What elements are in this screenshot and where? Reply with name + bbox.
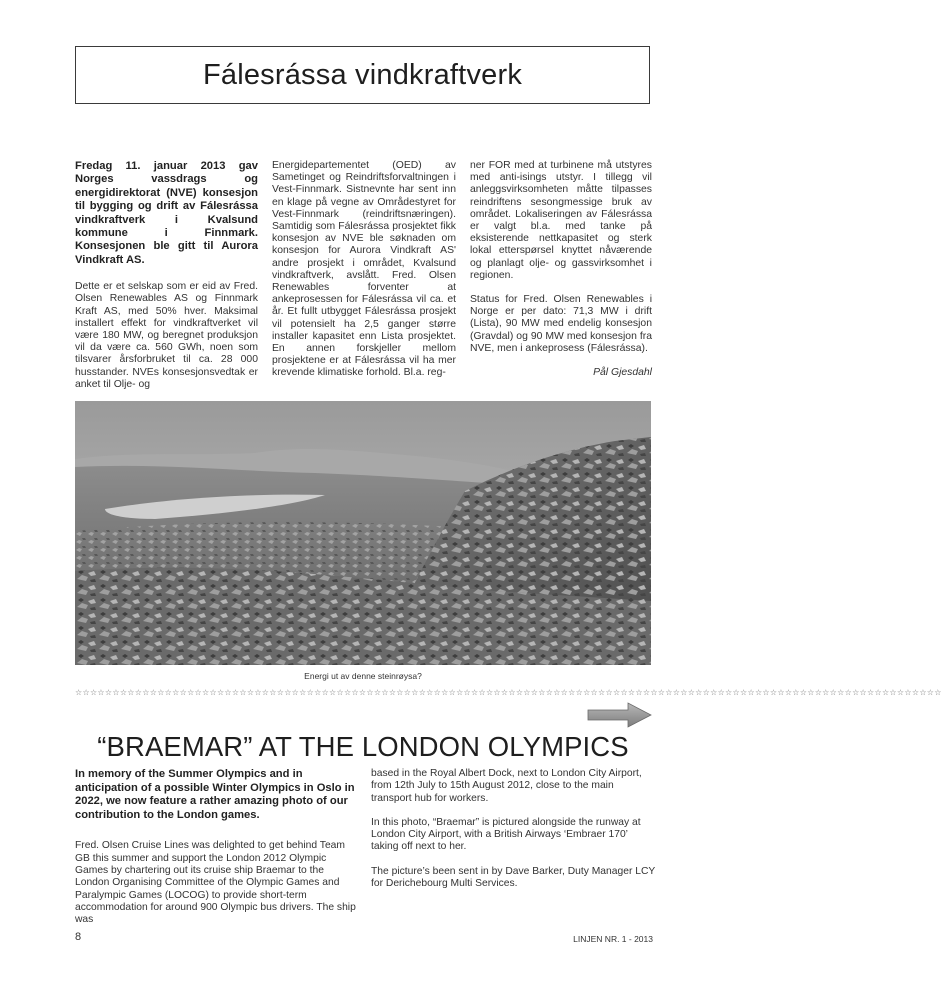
article1-paragraph: Dette er et selskap som er eid av Fred. Olsen Renewables AS og Finnmark Kraft AS, med 50% hver. Maksimal installert effekt for vindkraftverket vil være 180 MW, og beregnet produksjon vil da være ca. 560 GWh, noen som tilsvarer årsforbruket til ca. 28 000 husstander. NVEs konsesjonsvedtak er anket til Olje- og (75, 281, 258, 390)
article2-column-1 (75, 768, 360, 938)
article2-column-2 (371, 768, 656, 902)
photo-caption: Energi ut av denne steinrøysa? (304, 671, 422, 681)
article1-paragraph: Status for Fred. Olsen Renewables i Norge er per dato: 71,3 MW i drift (Lista), 90 MW med endelig konsesjon (Gravdal) og 90 MW med konsesjon fra NVE, men i ankeprosess (Fálesrássa). (470, 294, 652, 354)
author-byline: Pål Gjesdahl (593, 367, 652, 379)
article-title: Fálesrássa vindkraftverk (202, 58, 523, 91)
landscape-photo (75, 401, 651, 665)
article2-paragraph: Fred. Olsen Cruise Lines was delighted to get behind Team GB this summer and support the London 2012 Olympic Games by chartering out its cruise ship Braemar to the London Organising Committee of the Olympic Games and Paralympic Games (LOCOG) to provide short-term accommodation for around 900 Olympic bus drivers. The ship was (75, 840, 356, 926)
article2-paragraph: based in the Royal Albert Dock, next to London City Airport, from 12th July to 15th August 2012, close to the main transport hub for workers. (371, 768, 642, 804)
article2-paragraph: In this photo, “Braemar” is pictured alongside the runway at London City Airport, with a British Airways ‘Embraer 170’ taking off next to her. (371, 816, 641, 853)
article1-column-1 (75, 160, 258, 403)
page-number: 8 (75, 931, 82, 943)
article2-paragraph: The picture’s been sent in by Dave Barker, Duty Manager LCY for Derichebourg Multi Services. (371, 865, 656, 890)
article-title-box (75, 46, 650, 104)
article1-column-2 (272, 160, 456, 392)
article1-lead: Fredag 11. januar 2013 gav Norges vassdrags og energidirektorat (NVE) konsesjon til bygging og drift av Fálesrássa vindkraftverk i Kvalsund kommune i Finnmark. Konsesjonen ble gitt til Aurora Vindkraft AS. (75, 160, 258, 266)
article1-paragraph: ner FOR med at turbinene må utstyres med anti-isings utstyr. I tillegg vil anleggsvirksomheten måtte tilpasses reindriftens sesongmessige bruk av området. Lokaliseringen av Fálesrássa er valgt bl.a. med tanke på eksisterende nettkapasitet og sterk lokal etterspørsel knyttet nåværende og planlagt olje- og gassvirksomhet i regionen. (470, 160, 652, 281)
arrow-right-icon (588, 702, 652, 728)
issue-label: LINJEN NR. 1 - 2013 (573, 934, 653, 944)
article1-paragraph: Energidepartementet (OED) av Sametinget og Reindriftsforvaltningen i Vest-Finnmark. Sistnevnte har sent inn en klage på vegne av Områdestyret for Vest-Finnmark (reindriftsnæringen). Samtidig som Fálesrássa prosjektet fikk konsesjon av NVE ble søknaden om konsesjon for Aurora Vindkraft AS' andre prosjekt i området, Kvalsund vindkraftverk, avslått. Fred. Olsen Renewables forventer at ankeprosessen for Fálesrássa vil ca. et år. Et fullt utbygget Fálesrássa prosjekt vil potensielt ha 2,5 ganger større installer kapasitet enn Lista prosjektet. En annen forskjeller mellom prosjektene er at Fálesrássa vil ha mer krevende klimatiske forhold. Bl.a. reg- (272, 160, 456, 379)
article2-title: “BRAEMAR” AT THE LONDON OLYMPICS (97, 731, 629, 762)
article2-lead: In memory of the Summer Olympics and in anticipation of a possible Winter Olympics in Oslo in 2022, we now feature a rather amazing photo of our contribution to the London games. (75, 768, 355, 821)
star-divider: ☆☆☆☆☆☆☆☆☆☆☆☆☆☆☆☆☆☆☆☆☆☆☆☆☆☆☆☆☆☆☆☆☆☆☆☆☆☆☆☆☆☆☆☆☆☆☆☆☆☆☆☆☆☆☆☆☆☆☆☆☆☆☆☆☆☆☆☆☆☆☆☆☆☆☆☆☆☆☆☆☆☆☆☆☆☆☆☆☆☆☆☆☆☆☆☆☆☆☆☆☆☆☆☆☆☆☆☆☆☆☆☆☆☆☆☆ (75, 688, 942, 697)
article1-column-3 (470, 160, 652, 391)
